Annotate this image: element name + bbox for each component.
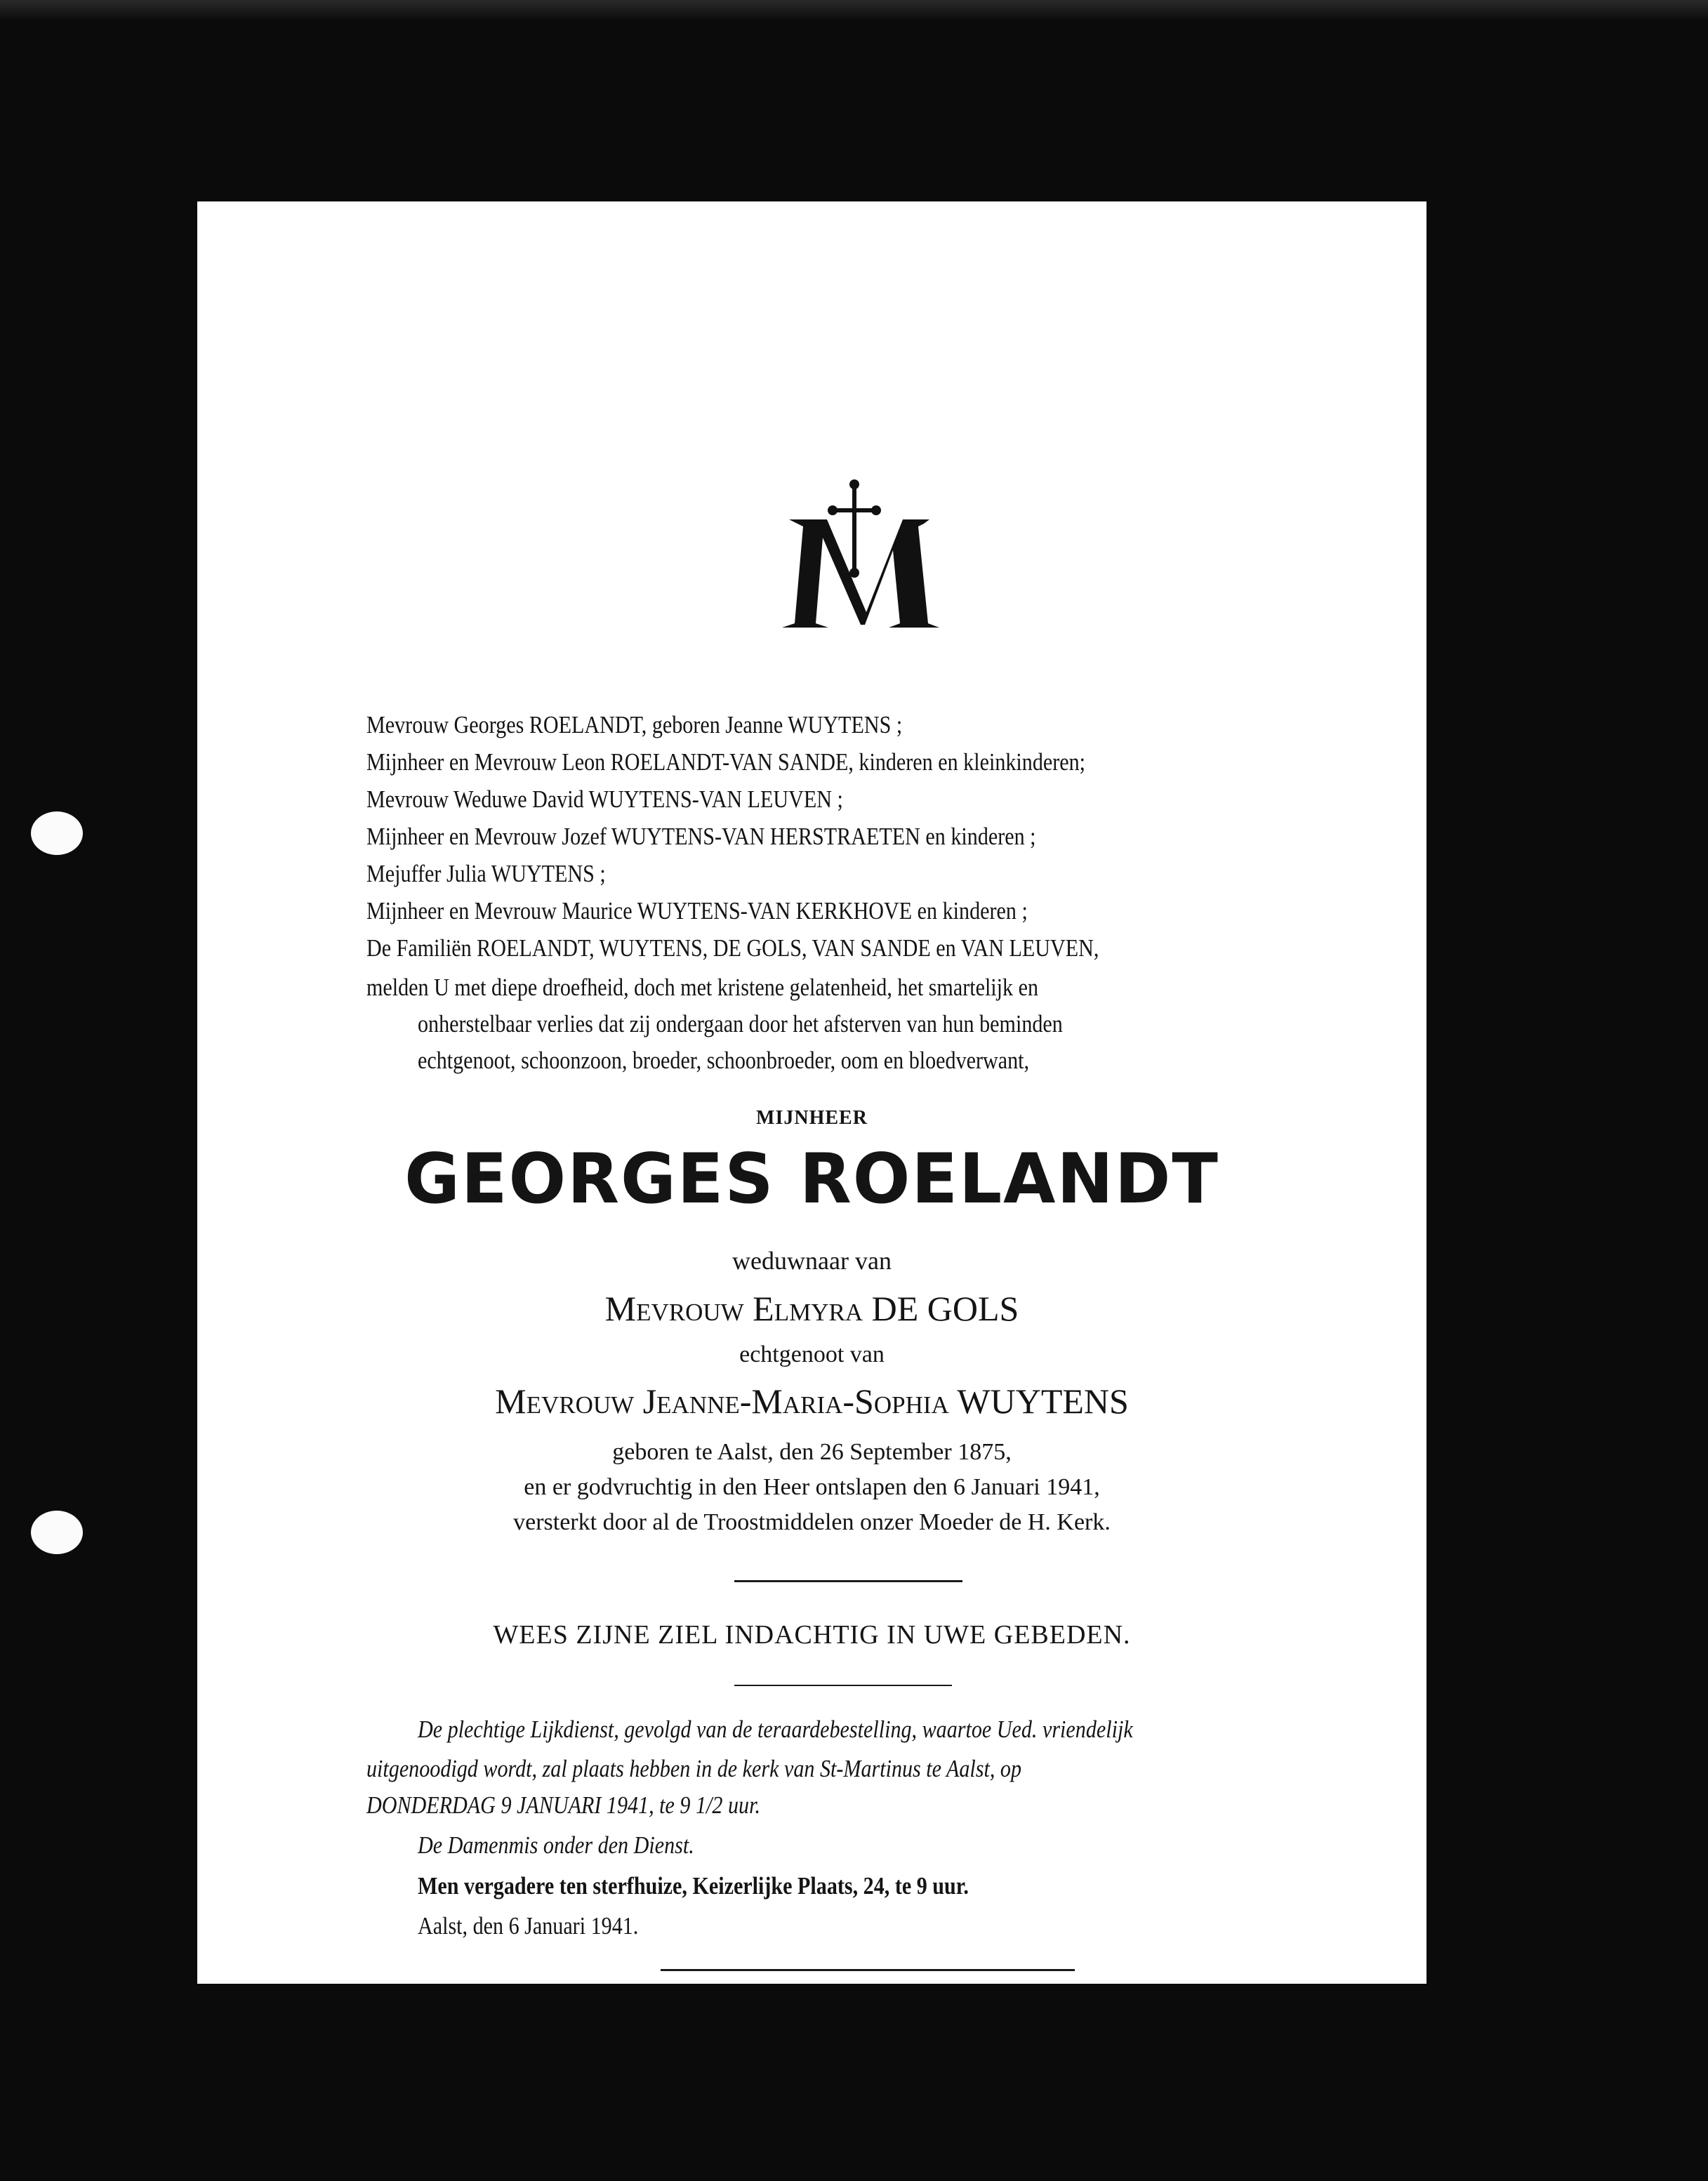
sacraments-line: versterkt door al de Troostmiddelen onzer Moeder de H. Kerk. [513,1509,1111,1535]
divider-rule [734,1685,952,1686]
punch-hole-bottom [31,1511,83,1554]
honorific: MIJNHEER [756,1107,868,1129]
announcement-line: melden U met diepe droefheid, doch met kristene gelatenheid, het smartelijk en [366,974,1039,1001]
second-wife-name: Mevrouw Jeanne-Maria-Sophia WUYTENS [495,1381,1129,1421]
divider-rule [734,1580,962,1582]
mourner-line: Mijnheer en Mevrouw Leon ROELANDT-VAN SANDE, kinderen en kleinkinderen; [366,748,1086,776]
mourner-line: Mevrouw Georges ROELANDT, geboren Jeanne WUYTENS ; [366,711,903,738]
punch-hole-top [31,811,83,855]
place-date: Aalst, den 6 Januari 1941. [418,1912,639,1940]
mass-note: De Damenmis onder den Dienst. [418,1831,694,1859]
birth-line: geboren te Aalst, den 26 September 1875, [612,1439,1012,1465]
mourner-line: Mejuffer Julia WUYTENS ; [366,860,606,887]
death-line: en er godvruchtig in den Heer ontslapen den 6 Januari 1941, [524,1474,1100,1500]
mourner-line: De Familiën ROELANDT, WUYTENS, DE GOLS, VAN SANDE en VAN LEUVEN, [366,934,1099,962]
announcement-line: echtgenoot, schoonzoon, broeder, schoonbroeder, oom en bloedverwant, [418,1047,1030,1074]
service-line: uitgenoodigd wordt, zal plaats hebben in de kerk van St-Martinus te Aalst, op [366,1755,1022,1782]
gathering-note: Men vergadere ten sterfhuize, Keizerlijke Plaats, 24, te 9 uur. [418,1872,969,1900]
widower-of-label: weduwnaar van [732,1247,892,1275]
marian-monogram-icon [762,477,945,635]
prayer-line: WEES ZIJNE ZIEL INDACHTIG IN UWE GEBEDEN. [493,1620,1131,1650]
bottom-rule [661,1969,1075,1971]
mourner-line: Mijnheer en Mevrouw Jozef WUYTENS-VAN HERSTRAETEN en kinderen ; [366,823,1036,850]
service-line: De plechtige Lijkdienst, gevolgd van de teraardebestelling, waartoe Ued. vriendelijk [418,1716,1133,1743]
scan-edge-shadow [0,0,1708,21]
deceased-name: GEORGES ROELANDT [404,1139,1219,1219]
service-line: DONDERDAG 9 JANUARI 1941, te 9 1/2 uur. [366,1791,760,1819]
mourner-line: Mijnheer en Mevrouw Maurice WUYTENS-VAN KERKHOVE en kinderen ; [366,897,1028,924]
announcement-line: onherstelbaar verlies dat zij ondergaan door het afsterven van hun beminden [418,1010,1063,1038]
mourner-line: Mevrouw Weduwe David WUYTENS-VAN LEUVEN ; [366,785,843,813]
spouse-of-label: echtgenoot van [739,1341,885,1367]
mourning-card [197,201,1426,1984]
first-wife-name: Mevrouw Elmyra DE GOLS [604,1289,1019,1328]
